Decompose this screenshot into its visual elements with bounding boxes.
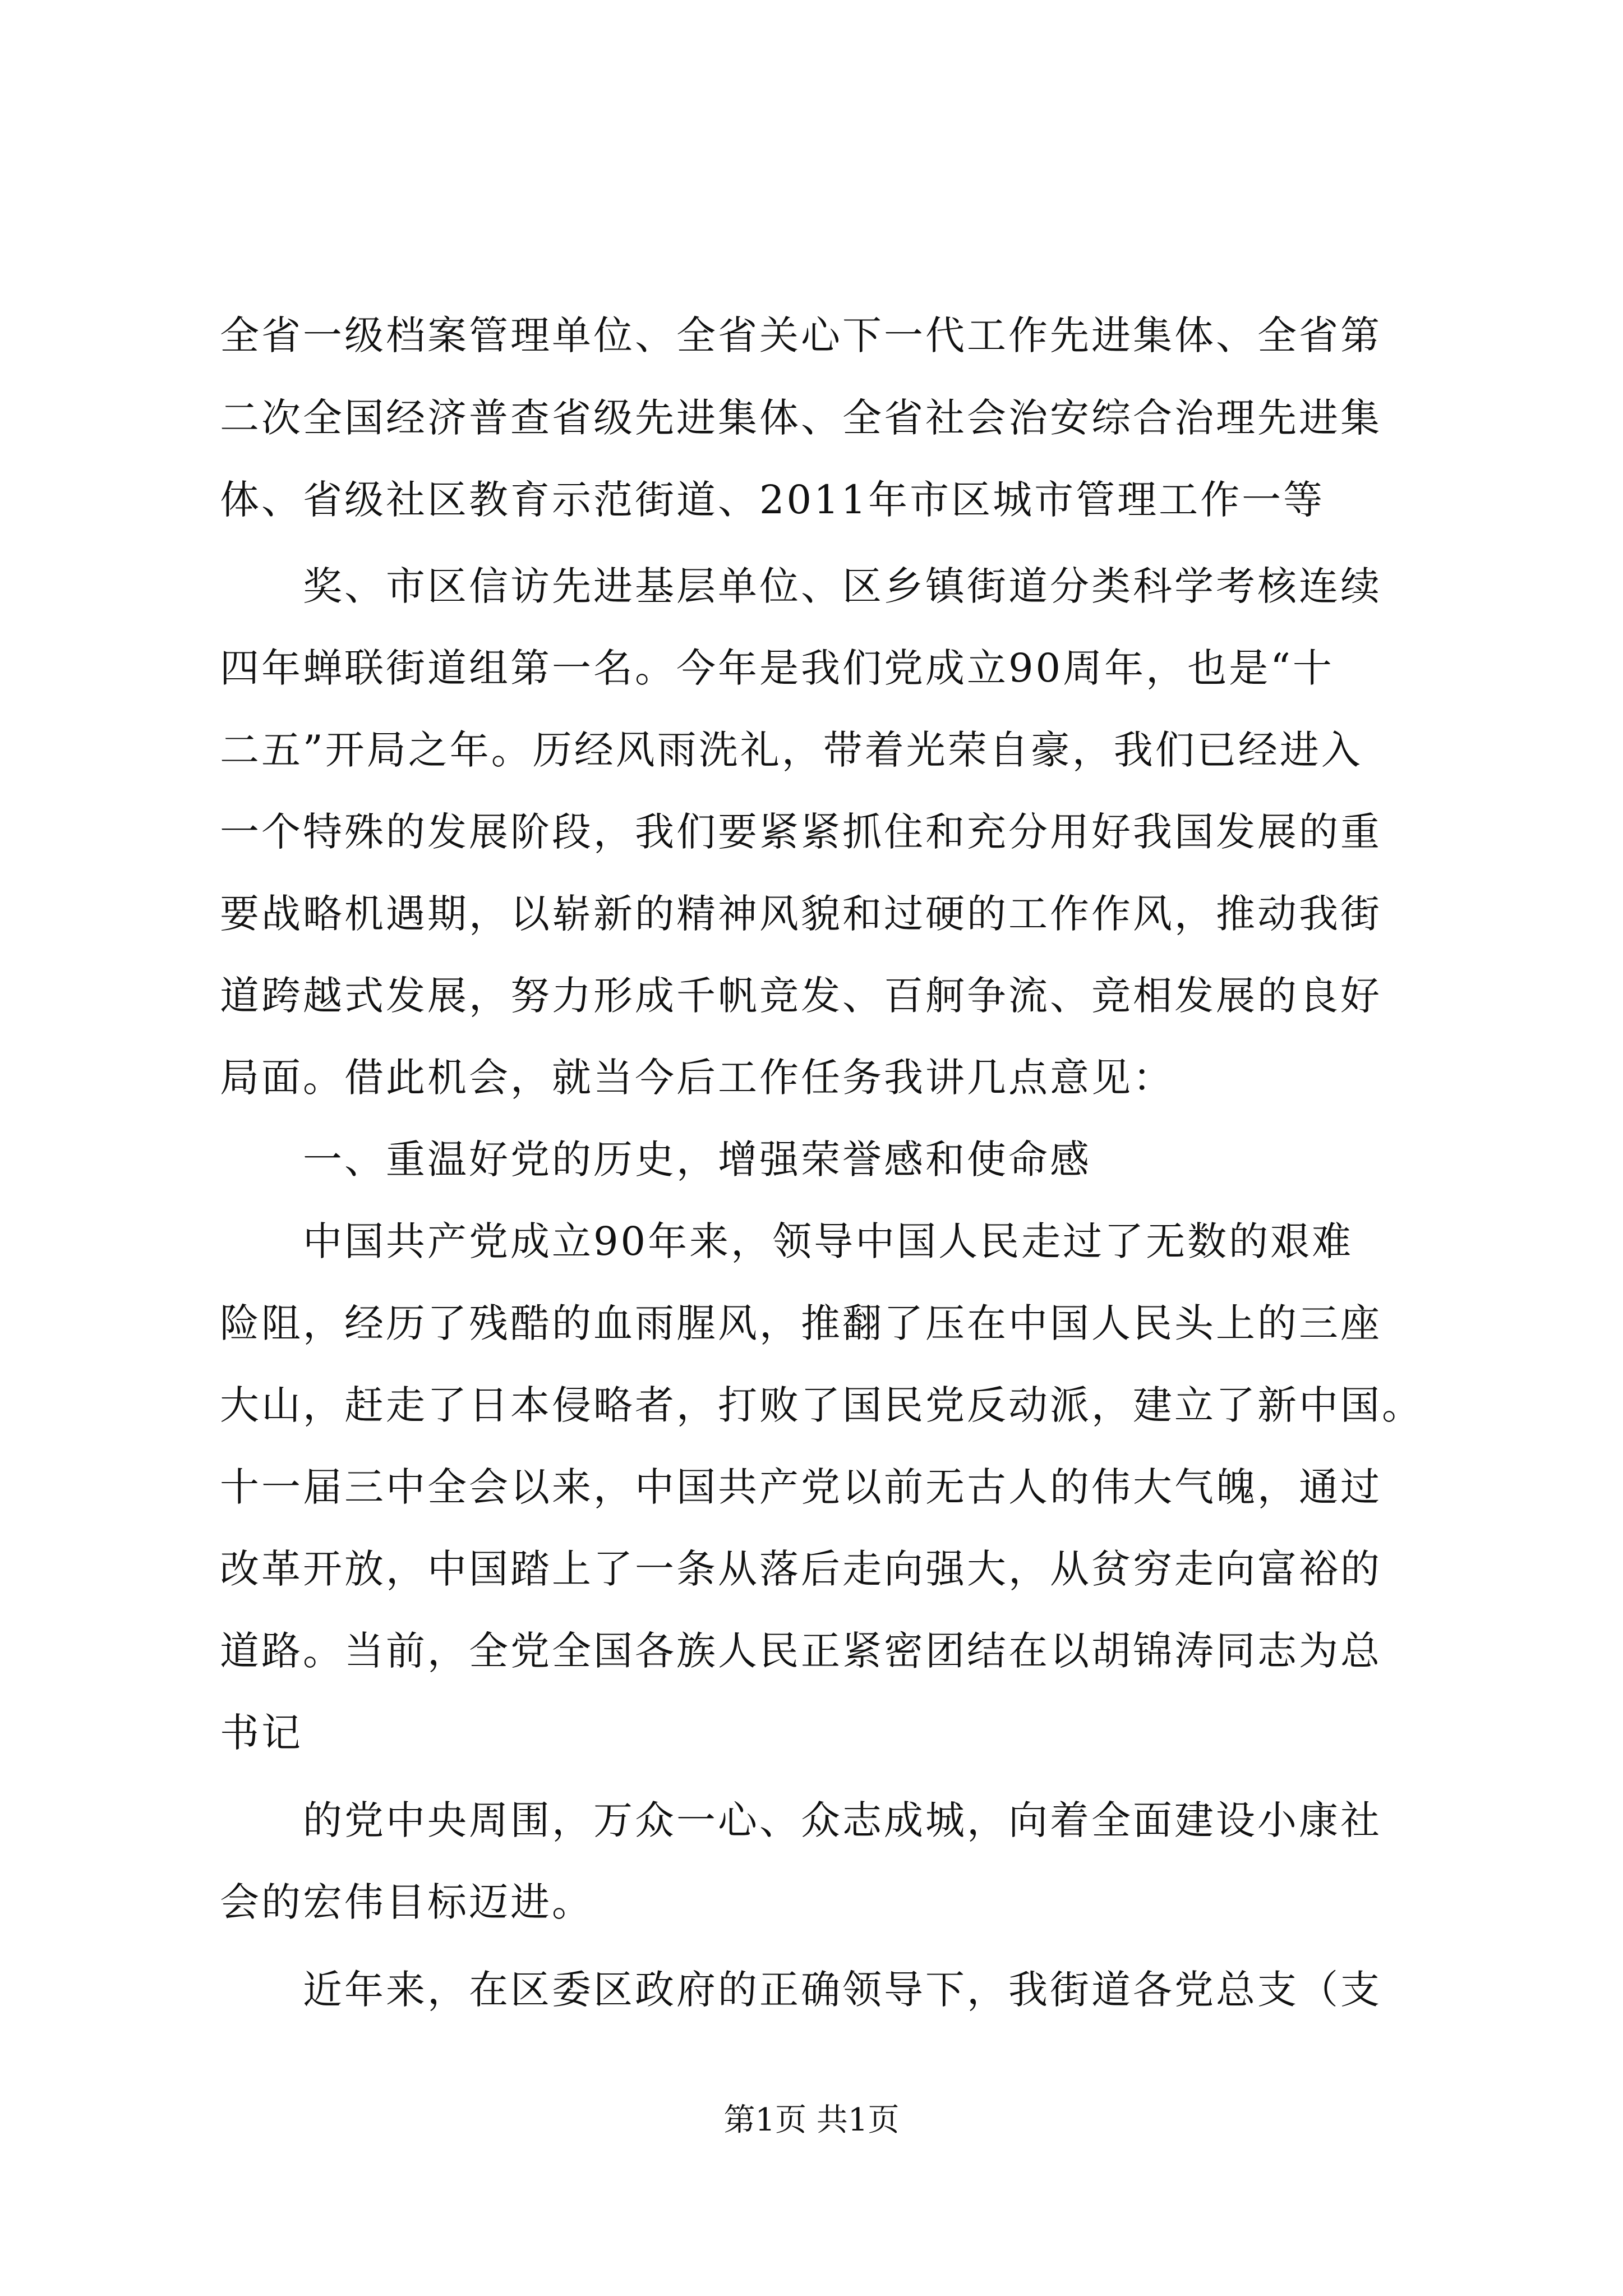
body-line-1: 全省一级档案管理单位、全省关心下一代工作先进集体、全省第 xyxy=(220,312,1382,358)
body-line-19: 的党中央周围，万众一心、众志成城，向着全面建设小康社 xyxy=(303,1797,1382,1843)
body-line-12: 中国共产党成立90年来，领导中国人民走过了无数的艰难 xyxy=(303,1218,1354,1264)
body-line-4: 奖、市区信访先进基层单位、区乡镇街道分类科学考核连续 xyxy=(303,563,1382,609)
body-line-6: 二五”开局之年。历经风雨洗礼，带着光荣自豪，我们已经进入 xyxy=(220,727,1363,773)
body-line-16: 改革开放，中国踏上了一条从落后走向强大，从贫穷走向富裕的 xyxy=(220,1546,1382,1592)
body-line-20: 会的宏伟目标迈进。 xyxy=(220,1879,593,1925)
body-line-9: 道跨越式发展，努力形成千帆竞发、百舸争流、竞相发展的良好 xyxy=(220,973,1382,1019)
body-line-2: 二次全国经济普查省级先进集体、全省社会治安综合治理先进集 xyxy=(220,395,1382,441)
body-line-13: 险阻，经历了残酷的血雨腥风，推翻了压在中国人民头上的三座 xyxy=(220,1300,1382,1346)
body-line-15: 十一届三中全会以来，中国共产党以前无古人的伟大气魄，通过 xyxy=(220,1464,1382,1510)
body-line-18: 书记 xyxy=(220,1710,303,1756)
section-heading-1: 一、重温好党的历史，增强荣誉感和使命感 xyxy=(303,1137,1091,1182)
body-line-8: 要战略机遇期，以崭新的精神风貌和过硬的工作作风，推动我街 xyxy=(220,891,1382,937)
body-line-5: 四年蝉联街道组第一名。今年是我们党成立90周年，也是“十 xyxy=(220,645,1334,691)
body-line-21: 近年来，在区委区政府的正确领导下，我街道各党总支（支 xyxy=(303,1967,1382,2013)
page-number-footer: 第1页 共1页 xyxy=(723,2102,900,2138)
body-line-7: 一个特殊的发展阶段，我们要紧紧抓住和充分用好我国发展的重 xyxy=(220,809,1382,855)
body-line-10: 局面。借此机会，就当今后工作任务我讲几点意见： xyxy=(220,1055,1174,1101)
body-line-3: 体、省级社区教育示范街道、2011年市区城市管理工作一等 xyxy=(220,477,1325,523)
body-line-14: 大山，赶走了日本侵略者，打败了国民党反动派，建立了新中国。 xyxy=(220,1382,1423,1428)
body-line-17: 道路。当前，全党全国各族人民正紧密团结在以胡锦涛同志为总 xyxy=(220,1628,1382,1674)
